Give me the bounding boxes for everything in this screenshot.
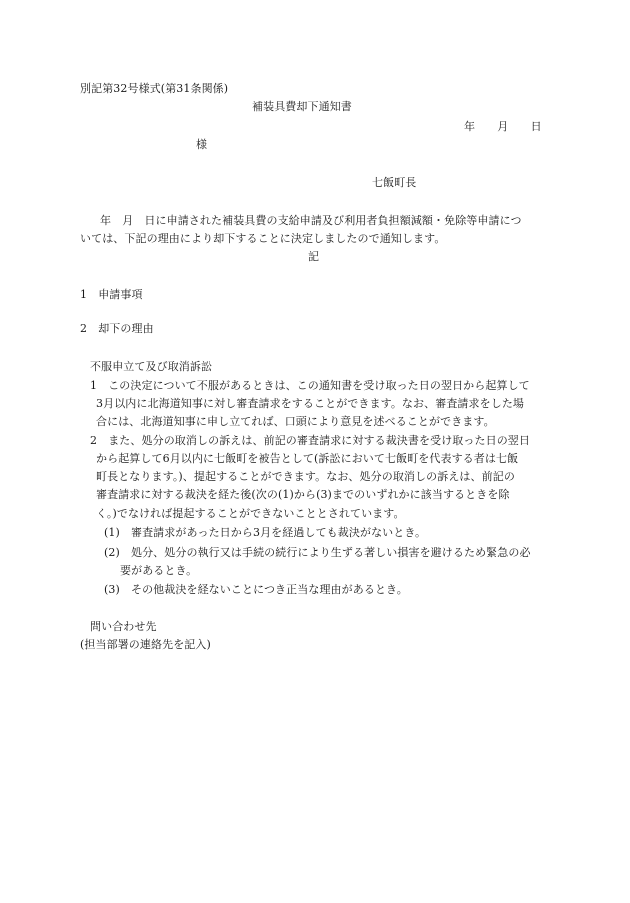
contact-note: (担当部署の連絡先を記入) xyxy=(80,638,211,651)
appeal-p2-line: 町長となります。)、提起することができます。なお、処分の取消しの訴えは、前記の xyxy=(96,470,515,483)
form-label: 別記第32号様式(第31条関係) xyxy=(80,82,229,95)
appeal-item: (1) 審査請求があった日から3月を経過しても裁決がないとき。 xyxy=(104,526,427,539)
appeal-p2-line: く。)でなければ提起することができないこととされています。 xyxy=(96,507,405,520)
appeal-p1-line: 1 この決定について不服があるときは、この通知書を受け取った日の翌日から起算して xyxy=(90,379,530,392)
appeal-p1-line: 3月以内に北海道知事に対し審査請求をすることができます。なお、審査請求をした場 xyxy=(96,397,525,410)
section-application-items: 1 申請事項 xyxy=(80,288,143,301)
ki-heading: 記 xyxy=(308,250,320,263)
date-line: 年 月 日 xyxy=(464,120,542,133)
contact-label: 問い合わせ先 xyxy=(90,620,157,633)
appeal-p1-line: 合には、北海道知事に申し立てれば、口頭により意見を述べることができます。 xyxy=(96,415,495,428)
body-line-1: 年 月 日に申請された補装具費の支給申請及び利用者負担額減額・免除等申請につ xyxy=(100,214,522,227)
appeal-p2-line: から起算して6月以内に七飯町を被告として(訴訟において七飯町を代表する者は七飯 xyxy=(96,452,519,465)
appeal-p2-line: 審査請求に対する裁決を経た後(次の(1)から(3)までのいずれかに該当するときを除 xyxy=(96,488,510,501)
appeal-item: (2) 処分、処分の執行又は手続の続行により生ずる著しい損害を避けるため緊急の必 xyxy=(104,546,531,559)
issuer-name: 七飯町長 xyxy=(372,176,417,189)
appeal-item: (3) その他裁決を経ないことにつき正当な理由があるとき。 xyxy=(104,583,408,596)
section-rejection-reason: 2 却下の理由 xyxy=(80,322,154,335)
document-title: 補装具費却下通知書 xyxy=(252,100,352,113)
addressee-suffix: 様 xyxy=(196,138,208,151)
body-line-2: いては、下記の理由により却下することに決定しましたので通知します。 xyxy=(80,232,446,245)
appeal-p2-line: 2 また、処分の取消しの訴えは、前記の審査請求に対する裁決書を受け取った日の翌日 xyxy=(90,434,530,447)
appeal-heading: 不服申立て及び取消訴訟 xyxy=(90,360,213,373)
appeal-item: 要があるとき。 xyxy=(120,564,198,577)
